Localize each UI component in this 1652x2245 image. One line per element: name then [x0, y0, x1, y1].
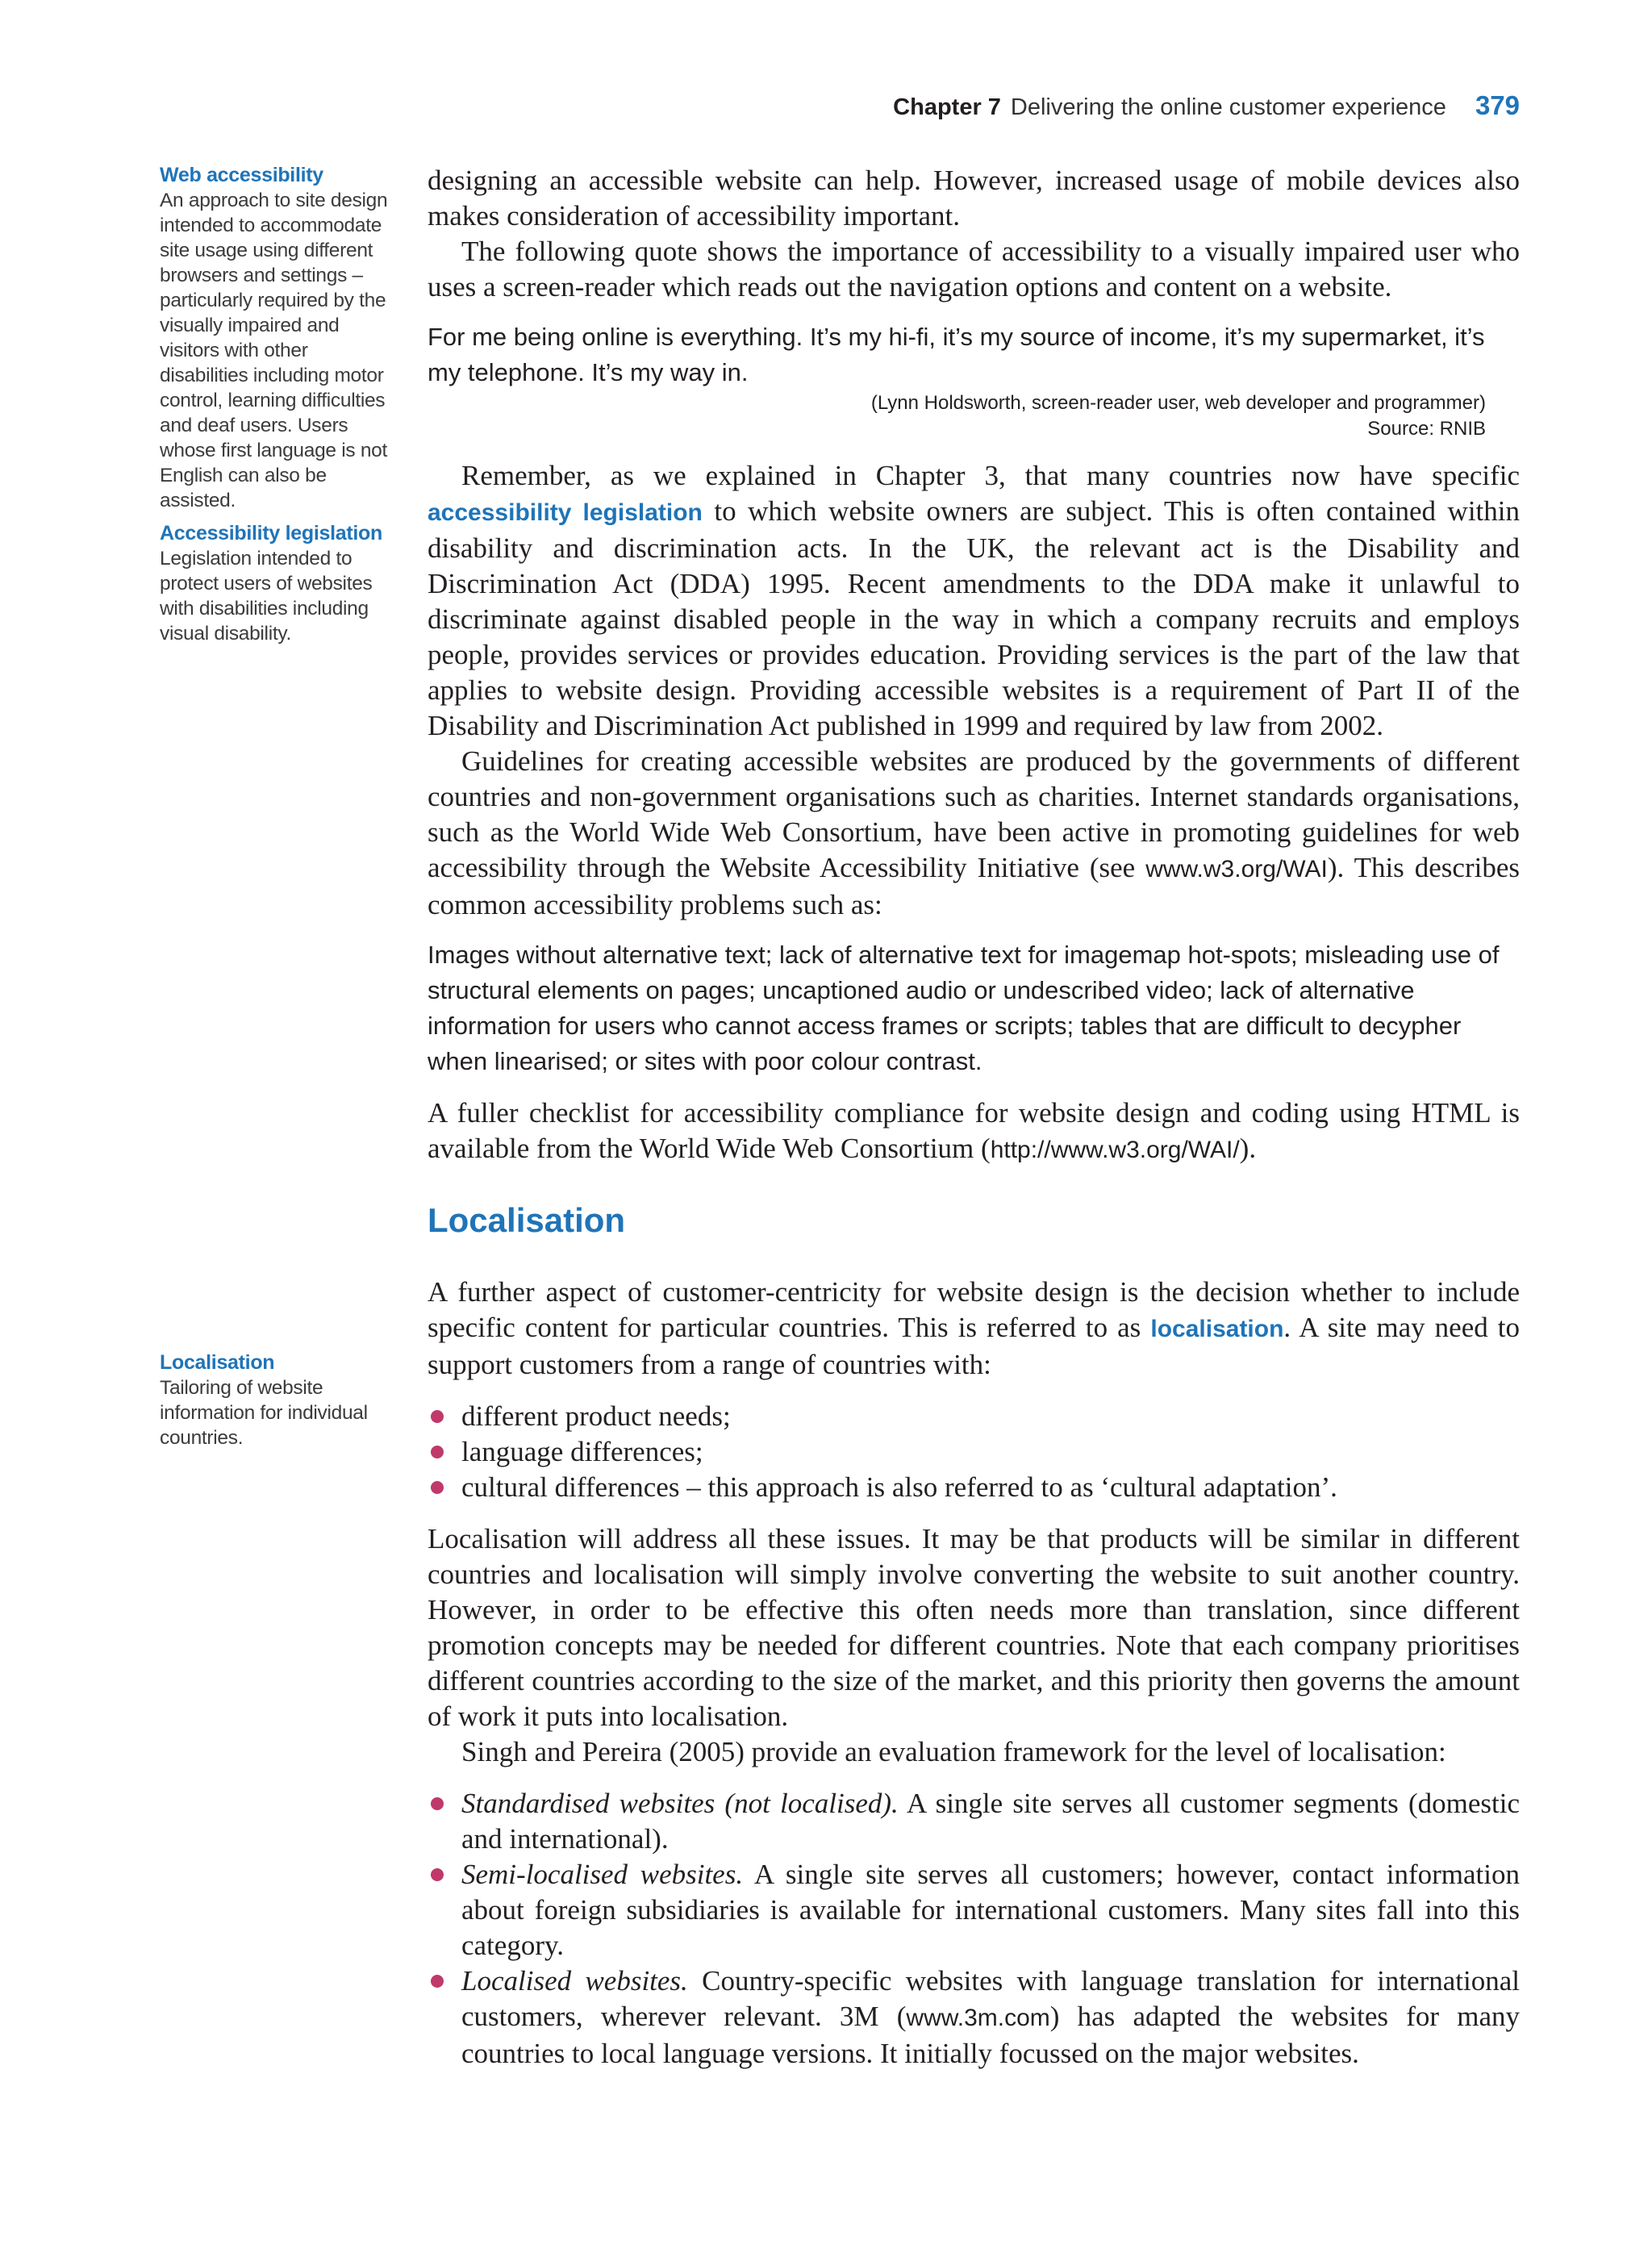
list-item: language differences; [428, 1434, 1520, 1470]
margin-note-accessibility-legislation [160, 521, 395, 646]
running-header [893, 90, 1520, 121]
list-item: Semi-localised websites. A single site serves all customers; however, contact information about foreign subsidiaries is available for international customers. Many sites fall into this category. [428, 1857, 1520, 1963]
chapter-label: Chapter 7 [893, 94, 1001, 120]
paragraph: Localisation will address all these issues. It may be that products will be similar in different countries and localisation will simply involve converting the website to suit another country. However, in order to be effective this often needs more than translation, since different promotion concepts may be needed for different countries. Note that each company prioritises different countries according to the size of the market, and this priority then governs the amount of work it puts into localisation. [428, 1523, 1520, 1732]
main-text [428, 163, 1520, 2072]
paragraph: Remember, as we explained in Chapter 3, that many countries now have specific accessibility legislation to which website owners are subject. This is often contained within disability and discrimination acts. In the UK, the relevant act is the Disability and Discrimination Act (DDA) 1995. Recent amendments to the DDA make it unlawful to discriminate against disabled people in the way in which a company recruits and employs people, provides services or provides education. Providing services is the part of the law that applies to website design. Providing accessible websites is a requirement of Part II of the Disability and Discrimination Act published in 1999 and required by law from 2002. [428, 460, 1520, 741]
paragraph: Singh and Pereira (2005) provide an evaluation framework for the level of localisation: [461, 1736, 1446, 1767]
list-item: Standardised websites (not localised). A single site serves all customer segments (domestic and international). [428, 1786, 1520, 1857]
section-heading: Localisation [428, 1201, 626, 1239]
paragraph: A further aspect of customer-centricity for website design is the decision whether to include specific content for particular countries. This is referred to as localisation. A site may need to support customers from a range of countries with: [428, 1276, 1521, 1380]
margin-note-web-accessibility [160, 163, 395, 513]
paragraph: A fuller checklist for accessibility compliance for website design and coding using HTML is available from the World Wide Web Consortium (http://www.w3.org/WAI/). [428, 1097, 1520, 1164]
margin-term: Web accessibility [160, 164, 323, 186]
page-number: 379 [1475, 90, 1520, 120]
margin-note-localisation [160, 1350, 395, 1450]
quote-source: Source: RNIB [1367, 418, 1486, 440]
paragraph: The following quote shows the importance of accessibility to a visually impaired user who uses a screen-reader which reads out the navigation options and content on a website. [428, 236, 1520, 303]
key-term-localisation: localisation [1150, 1316, 1284, 1342]
url-text: http://www.w3.org/WAI/ [990, 1137, 1240, 1163]
margin-term: Accessibility legislation [160, 522, 382, 545]
paragraph: Guidelines for creating accessible websites are produced by the governments of different countries and non-government organisations such as charities. Internet standards organisations, such as the World Wide Web Consortium, have been active in promoting guidelines for web accessibility through the Website Accessibility Initiative (see www.w3.org/WAI). This describes common accessibility problems such as: [428, 745, 1520, 920]
bullet-list [428, 1399, 1520, 1505]
key-term-accessibility-legislation: accessibility legislation [428, 499, 703, 526]
url-text: www.w3.org/WAI [1145, 856, 1328, 883]
margin-notes-localisation [160, 1350, 395, 1450]
margin-definition: An approach to site design intended to accommodate site usage using different browsers and settings – particularly required by the visually impaired and visitors with other disabilities including motor control, learning difficulties and deaf users. Users whose first language is not English can also be assisted. [160, 190, 388, 511]
chapter-title: Delivering the online customer experience [1010, 94, 1446, 120]
margin-term: Localisation [160, 1351, 275, 1374]
list-item: different product needs; [428, 1399, 1520, 1434]
list-item-title: Localised websites. [461, 1965, 688, 1997]
list-item: Localised websites. Country-specific websites with language translation for international customers, wherever relevant. 3M (www.3m.com) has adapted the websites for many countries to local language versions. It initially focussed on the major websites. [428, 1963, 1520, 2072]
blockquote: Images without alternative text; lack of alternative text for imagemap hot-spots; misleading use of structural elements on pages; uncaptioned audio or undescribed video; lack of alternative information for users who cannot access frames or scripts; tables that are difficult to decypher when linearised; or sites with poor colour contrast. [428, 941, 1500, 1075]
blockquote: For me being online is everything. It’s my hi-fi, it’s my source of income, it’s my supermarket, it’s my telephone. It’s my way in. [428, 323, 1485, 386]
url-text: www.3m.com [906, 2005, 1050, 2031]
margin-notes-top [160, 163, 395, 646]
paragraph: designing an accessible website can help. However, increased usage of mobile devices also makes consideration of accessibility important. [428, 165, 1520, 232]
list-item-title: Standardised websites (not localised). [461, 1788, 899, 1819]
bullet-list [428, 1786, 1520, 2072]
margin-definition: Legislation intended to protect users of websites with disabilities including visual disability. [160, 548, 373, 645]
list-item: cultural differences – this approach is also referred to as ‘cultural adaptation’. [428, 1470, 1520, 1505]
list-item-title: Semi-localised websites. [461, 1859, 744, 1890]
margin-definition: Tailoring of website information for individual countries. [160, 1377, 368, 1449]
quote-attribution: (Lynn Holdsworth, screen-reader user, web developer and programmer) [870, 392, 1486, 414]
